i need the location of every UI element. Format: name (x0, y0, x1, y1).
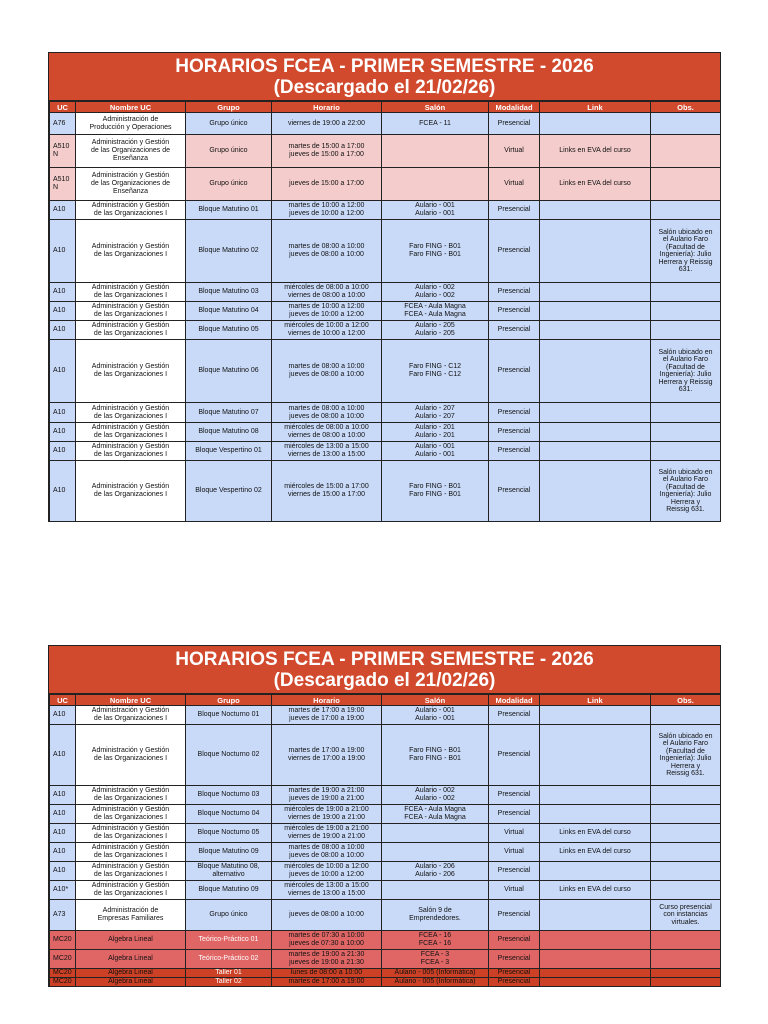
link-cell (540, 978, 651, 987)
link-cell (540, 423, 651, 442)
notes-cell (651, 113, 721, 135)
notes-cell (651, 302, 721, 321)
link-cell (540, 113, 651, 135)
uc-cell: MC20 (50, 931, 76, 950)
table-row (50, 321, 721, 340)
group-cell: Grupo único (186, 113, 272, 135)
group-cell: Grupo único (186, 135, 272, 168)
group-cell: Bloque Matutino 08, alternativo (186, 862, 272, 881)
table-row (50, 403, 721, 423)
course-name-cell: Administración y Gestión de las Organizaciones I (76, 283, 186, 302)
schedule-cell: martes de 08:00 a 10:00 jueves de 08:00 a 10:00 (272, 340, 382, 403)
schedule-table (49, 694, 721, 987)
group-cell: Bloque Matutino 04 (186, 302, 272, 321)
course-name-cell: Algebra Lineal (76, 931, 186, 950)
group-cell: Bloque Matutino 03 (186, 283, 272, 302)
link-cell (540, 969, 651, 978)
course-name-cell: Administración y Gestión de las Organizaciones I (76, 321, 186, 340)
notes-cell (651, 786, 721, 805)
column-header-room: Salón (382, 695, 489, 706)
title-line-2: (Descargado el 21/02/26) (273, 670, 496, 691)
group-cell: Bloque Nocturno 04 (186, 805, 272, 824)
schedule-cell: jueves de 15:00 a 17:00 (272, 168, 382, 201)
room-cell (382, 135, 489, 168)
room-cell: Aulario - 002 Aulario - 002 (382, 786, 489, 805)
modality-cell: Presencial (489, 900, 540, 931)
table-row (50, 900, 721, 931)
table-row (50, 881, 721, 900)
room-cell: FCEA - Aula Magna FCEA - Aula Magna (382, 805, 489, 824)
schedule-cell: miércoles de 13:00 a 15:00 viernes de 13:00 a 15:00 (272, 442, 382, 461)
course-name-cell: Administración y Gestión de las Organizaciones I (76, 881, 186, 900)
schedule-rows (50, 706, 721, 987)
column-header-link: Link (540, 695, 651, 706)
table-row (50, 843, 721, 862)
table-row (50, 283, 721, 302)
course-name-cell: Administración y Gestión de las Organizaciones I (76, 340, 186, 403)
uc-cell: A76 (50, 113, 76, 135)
column-header-group: Grupo (186, 695, 272, 706)
notes-cell (651, 805, 721, 824)
group-cell: Bloque Nocturno 03 (186, 786, 272, 805)
room-cell: Aulario - 201 Aulario - 201 (382, 423, 489, 442)
modality-cell: Presencial (489, 201, 540, 220)
modality-cell: Presencial (489, 403, 540, 423)
room-cell (382, 843, 489, 862)
modality-cell: Presencial (489, 706, 540, 725)
schedule-sheet-1 (48, 52, 721, 522)
modality-cell: Virtual (489, 824, 540, 843)
modality-cell: Presencial (489, 283, 540, 302)
table-row (50, 168, 721, 201)
modality-cell: Virtual (489, 843, 540, 862)
link-cell (540, 805, 651, 824)
modality-cell: Presencial (489, 321, 540, 340)
table-row (50, 201, 721, 220)
link-cell (540, 321, 651, 340)
schedule-cell: martes de 10:00 a 12:00 jueves de 10:00 a 12:00 (272, 302, 382, 321)
schedule-cell: miércoles de 10:00 a 12:00 jueves de 10:00 a 12:00 (272, 862, 382, 881)
table-row (50, 950, 721, 969)
group-cell: Bloque Nocturno 02 (186, 725, 272, 786)
table-row (50, 931, 721, 950)
notes-cell: Salón ubicado en el Aulario Faro (Facultad de Ingeniería): Julio Herrera y Reissig 631. (651, 340, 721, 403)
link-cell: Links en EVA del curso (540, 135, 651, 168)
course-name-cell: Administración y Gestión de las Organizaciones I (76, 302, 186, 321)
group-cell: Bloque Matutino 01 (186, 201, 272, 220)
group-cell: Bloque Matutino 06 (186, 340, 272, 403)
schedule-cell: martes de 17:00 a 19:00 (272, 978, 382, 987)
room-cell: Aulario - 001 Aulario - 001 (382, 442, 489, 461)
group-cell: Bloque Matutino 05 (186, 321, 272, 340)
link-cell (540, 442, 651, 461)
notes-cell (651, 423, 721, 442)
link-cell (540, 283, 651, 302)
course-name-cell: Administración y Gestión de las Organizaciones I (76, 843, 186, 862)
uc-cell: MC20 (50, 950, 76, 969)
group-cell: Grupo único (186, 168, 272, 201)
schedule-table (49, 101, 721, 522)
schedule-cell: miércoles de 08:00 a 10:00 viernes de 08:00 a 10:00 (272, 423, 382, 442)
uc-cell: A10 (50, 340, 76, 403)
room-cell: FCEA - 11 (382, 113, 489, 135)
uc-cell: A510 N (50, 135, 76, 168)
modality-cell: Presencial (489, 786, 540, 805)
room-cell: Aulario - 206 Aulario - 206 (382, 862, 489, 881)
column-header-notes: Obs. (651, 102, 721, 113)
link-cell (540, 302, 651, 321)
link-cell (540, 461, 651, 522)
notes-cell (651, 283, 721, 302)
link-cell (540, 950, 651, 969)
column-header-notes: Obs. (651, 695, 721, 706)
modality-cell: Presencial (489, 340, 540, 403)
room-cell: Aulario - 005 (Informática) (382, 978, 489, 987)
group-cell: Bloque Matutino 09 (186, 881, 272, 900)
room-cell: Aulario - 005 (Informática) (382, 969, 489, 978)
uc-cell: A10 (50, 220, 76, 283)
table-row (50, 824, 721, 843)
notes-cell: Salón ubicado en el Aulario Faro (Facultad de Ingeniería): Julio Herrera y Reissig 631. (651, 725, 721, 786)
room-cell: Aulario - 001 Aulario - 001 (382, 201, 489, 220)
modality-cell: Presencial (489, 302, 540, 321)
group-cell: Taller 02 (186, 978, 272, 987)
schedule-cell: martes de 07:30 a 10:00 jueves de 07:30 a 10:00 (272, 931, 382, 950)
uc-cell: A10 (50, 805, 76, 824)
notes-cell (651, 843, 721, 862)
schedule-cell: lunes de 08:00 a 10:00 (272, 969, 382, 978)
room-cell: Faro FING - B01 Faro FING - B01 (382, 461, 489, 522)
table-row (50, 423, 721, 442)
column-header-course-name: Nombre UC (76, 102, 186, 113)
link-cell (540, 706, 651, 725)
title-line-2: (Descargado el 21/02/26) (273, 77, 496, 98)
notes-cell (651, 135, 721, 168)
schedule-cell: martes de 08:00 a 10:00 jueves de 08:00 a 10:00 (272, 220, 382, 283)
table-row (50, 978, 721, 987)
modality-cell: Presencial (489, 978, 540, 987)
notes-cell (651, 881, 721, 900)
room-cell: Aulario - 002 Aulario - 002 (382, 283, 489, 302)
table-row (50, 786, 721, 805)
schedule-rows (50, 113, 721, 522)
uc-cell: A10 (50, 283, 76, 302)
column-headers (50, 695, 721, 706)
link-cell (540, 931, 651, 950)
group-cell: Bloque Nocturno 01 (186, 706, 272, 725)
modality-cell: Presencial (489, 113, 540, 135)
course-name-cell: Administración y Gestión de las Organizaciones I (76, 786, 186, 805)
uc-cell: MC20 (50, 978, 76, 987)
table-row (50, 969, 721, 978)
uc-cell: A10 (50, 201, 76, 220)
room-cell: Faro FING - B01 Faro FING - B01 (382, 725, 489, 786)
room-cell: Faro FING - B01 Faro FING - B01 (382, 220, 489, 283)
room-cell: Salón 9 de Emprendedores. (382, 900, 489, 931)
column-header-uc: UC (50, 695, 76, 706)
column-header-schedule: Horario (272, 695, 382, 706)
column-header-group: Grupo (186, 102, 272, 113)
schedule-cell: jueves de 08:00 a 10:00 (272, 900, 382, 931)
table-row (50, 706, 721, 725)
course-name-cell: Administración y Gestión de las Organizaciones I (76, 201, 186, 220)
group-cell: Teórico-Práctico 02 (186, 950, 272, 969)
schedule-cell: martes de 08:00 a 10:00 jueves de 08:00 a 10:00 (272, 403, 382, 423)
schedule-cell: martes de 08:00 a 10:00 jueves de 08:00 a 10:00 (272, 843, 382, 862)
uc-cell: A10 (50, 423, 76, 442)
course-name-cell: Administración y Gestión de las Organizaciones de Enseñanza (76, 135, 186, 168)
table-row (50, 135, 721, 168)
table-row (50, 862, 721, 881)
room-cell: FCEA - 16 FCEA - 16 (382, 931, 489, 950)
modality-cell: Presencial (489, 220, 540, 283)
course-name-cell: Administración y Gestión de las Organizaciones I (76, 862, 186, 881)
link-cell (540, 725, 651, 786)
title-line-1: HORARIOS FCEA - PRIMER SEMESTRE - 2026 (175, 56, 594, 77)
table-row (50, 340, 721, 403)
notes-cell (651, 403, 721, 423)
course-name-cell: Administración y Gestión de las Organizaciones I (76, 706, 186, 725)
notes-cell (651, 950, 721, 969)
schedule-cell: miércoles de 19:00 a 21:00 viernes de 19:00 a 21:00 (272, 805, 382, 824)
schedule-cell: martes de 19:00 a 21:30 jueves de 19:00 a 21:30 (272, 950, 382, 969)
link-cell: Links en EVA del curso (540, 881, 651, 900)
notes-cell: Salón ubicado en el Aulario Faro (Facultad de Ingeniería): Julio Herrera y Reissig 631. (651, 220, 721, 283)
uc-cell: A10 (50, 461, 76, 522)
uc-cell: A10 (50, 302, 76, 321)
column-headers (50, 102, 721, 113)
schedule-cell: martes de 10:00 a 12:00 jueves de 10:00 a 12:00 (272, 201, 382, 220)
link-cell (540, 900, 651, 931)
link-cell (540, 201, 651, 220)
room-cell: Aulario - 205 Aulario - 205 (382, 321, 489, 340)
group-cell: Bloque Matutino 02 (186, 220, 272, 283)
group-cell: Teórico-Práctico 01 (186, 931, 272, 950)
notes-cell (651, 824, 721, 843)
column-header-modality: Modalidad (489, 695, 540, 706)
sheet-title (49, 646, 720, 694)
modality-cell: Virtual (489, 135, 540, 168)
table-row (50, 113, 721, 135)
modality-cell: Presencial (489, 442, 540, 461)
course-name-cell: Administración y Gestión de las Organizaciones I (76, 461, 186, 522)
group-cell: Bloque Nocturno 05 (186, 824, 272, 843)
modality-cell: Presencial (489, 725, 540, 786)
schedule-cell: miércoles de 08:00 a 10:00 viernes de 08:00 a 10:00 (272, 283, 382, 302)
course-name-cell: Administración y Gestión de las Organizaciones I (76, 442, 186, 461)
course-name-cell: Algebra Lineal (76, 969, 186, 978)
modality-cell: Presencial (489, 931, 540, 950)
group-cell: Bloque Matutino 08 (186, 423, 272, 442)
group-cell: Bloque Matutino 09 (186, 843, 272, 862)
schedule-cell: miércoles de 10:00 a 12:00 viernes de 10:00 a 12:00 (272, 321, 382, 340)
link-cell (540, 786, 651, 805)
room-cell: Faro FING - C12 Faro FING - C12 (382, 340, 489, 403)
uc-cell: A10 (50, 786, 76, 805)
link-cell: Links en EVA del curso (540, 843, 651, 862)
link-cell (540, 403, 651, 423)
course-name-cell: Administración y Gestión de las Organizaciones I (76, 725, 186, 786)
notes-cell (651, 321, 721, 340)
course-name-cell: Algebra Lineal (76, 950, 186, 969)
uc-cell: A73 (50, 900, 76, 931)
uc-cell: A10 (50, 862, 76, 881)
room-cell (382, 168, 489, 201)
schedule-cell: martes de 15:00 a 17:00 jueves de 15:00 a 17:00 (272, 135, 382, 168)
room-cell (382, 881, 489, 900)
uc-cell: A10 (50, 843, 76, 862)
notes-cell (651, 706, 721, 725)
modality-cell: Presencial (489, 950, 540, 969)
room-cell: FCEA - Aula Magna FCEA - Aula Magna (382, 302, 489, 321)
notes-cell: Salón ubicado en el Aulario Faro (Facultad de Ingeniería): Julio Herrera y Reissig 631. (651, 461, 721, 522)
notes-cell (651, 168, 721, 201)
room-cell: Aulario - 001 Aulario - 001 (382, 706, 489, 725)
uc-cell: A10 (50, 321, 76, 340)
column-header-course-name: Nombre UC (76, 695, 186, 706)
notes-cell (651, 442, 721, 461)
schedule-sheet-2 (48, 645, 721, 987)
course-name-cell: Administración y Gestión de las Organizaciones I (76, 805, 186, 824)
schedule-cell: miércoles de 19:00 a 21:00 viernes de 19:00 a 21:00 (272, 824, 382, 843)
schedule-cell: martes de 17:00 a 19:00 viernes de 17:00 a 19:00 (272, 725, 382, 786)
schedule-cell: martes de 19:00 a 21:00 jueves de 19:00 a 21:00 (272, 786, 382, 805)
modality-cell: Virtual (489, 881, 540, 900)
course-name-cell: Administración y Gestión de las Organizaciones I (76, 423, 186, 442)
course-name-cell: Administración de Empresas Familiares (76, 900, 186, 931)
schedule-cell: viernes de 19:00 a 22:00 (272, 113, 382, 135)
course-name-cell: Administración de Producción y Operaciones (76, 113, 186, 135)
link-cell (540, 340, 651, 403)
notes-cell: Curso presencial con instancias virtuales. (651, 900, 721, 931)
modality-cell: Presencial (489, 969, 540, 978)
notes-cell (651, 978, 721, 987)
group-cell: Grupo único (186, 900, 272, 931)
table-row (50, 442, 721, 461)
modality-cell: Virtual (489, 168, 540, 201)
notes-cell (651, 969, 721, 978)
group-cell: Bloque Matutino 07 (186, 403, 272, 423)
course-name-cell: Administración y Gestión de las Organizaciones I (76, 403, 186, 423)
notes-cell (651, 201, 721, 220)
link-cell (540, 862, 651, 881)
modality-cell: Presencial (489, 461, 540, 522)
course-name-cell: Algebra Lineal (76, 978, 186, 987)
link-cell (540, 220, 651, 283)
column-header-schedule: Horario (272, 102, 382, 113)
column-header-uc: UC (50, 102, 76, 113)
room-cell: FCEA - 3 FCEA - 3 (382, 950, 489, 969)
column-header-link: Link (540, 102, 651, 113)
course-name-cell: Administración y Gestión de las Organizaciones I (76, 824, 186, 843)
schedule-cell: miércoles de 15:00 a 17:00 viernes de 15:00 a 17:00 (272, 461, 382, 522)
course-name-cell: Administración y Gestión de las Organizaciones de Enseñanza (76, 168, 186, 201)
table-row (50, 220, 721, 283)
table-row (50, 725, 721, 786)
table-row (50, 461, 721, 522)
uc-cell: A10 (50, 824, 76, 843)
course-name-cell: Administración y Gestión de las Organizaciones I (76, 220, 186, 283)
group-cell: Taller 01 (186, 969, 272, 978)
notes-cell (651, 862, 721, 881)
uc-cell: A10 (50, 706, 76, 725)
schedule-cell: miércoles de 13:00 a 15:00 viernes de 13:00 a 15:00 (272, 881, 382, 900)
uc-cell: MC20 (50, 969, 76, 978)
schedule-cell: martes de 17:00 a 19:00 jueves de 17:00 a 19:00 (272, 706, 382, 725)
link-cell: Links en EVA del curso (540, 824, 651, 843)
uc-cell: A10 (50, 725, 76, 786)
table-row (50, 302, 721, 321)
table-row (50, 805, 721, 824)
uc-cell: A10 (50, 442, 76, 461)
modality-cell: Presencial (489, 805, 540, 824)
title-line-1: HORARIOS FCEA - PRIMER SEMESTRE - 2026 (175, 649, 594, 670)
room-cell: Aulario - 207 Aulario - 207 (382, 403, 489, 423)
group-cell: Bloque Vespertino 02 (186, 461, 272, 522)
room-cell (382, 824, 489, 843)
column-header-room: Salón (382, 102, 489, 113)
group-cell: Bloque Vespertino 01 (186, 442, 272, 461)
link-cell: Links en EVA del curso (540, 168, 651, 201)
notes-cell (651, 931, 721, 950)
sheet-title (49, 53, 720, 101)
uc-cell: A10* (50, 881, 76, 900)
uc-cell: A510 N (50, 168, 76, 201)
uc-cell: A10 (50, 403, 76, 423)
column-header-modality: Modalidad (489, 102, 540, 113)
modality-cell: Presencial (489, 423, 540, 442)
modality-cell: Presencial (489, 862, 540, 881)
